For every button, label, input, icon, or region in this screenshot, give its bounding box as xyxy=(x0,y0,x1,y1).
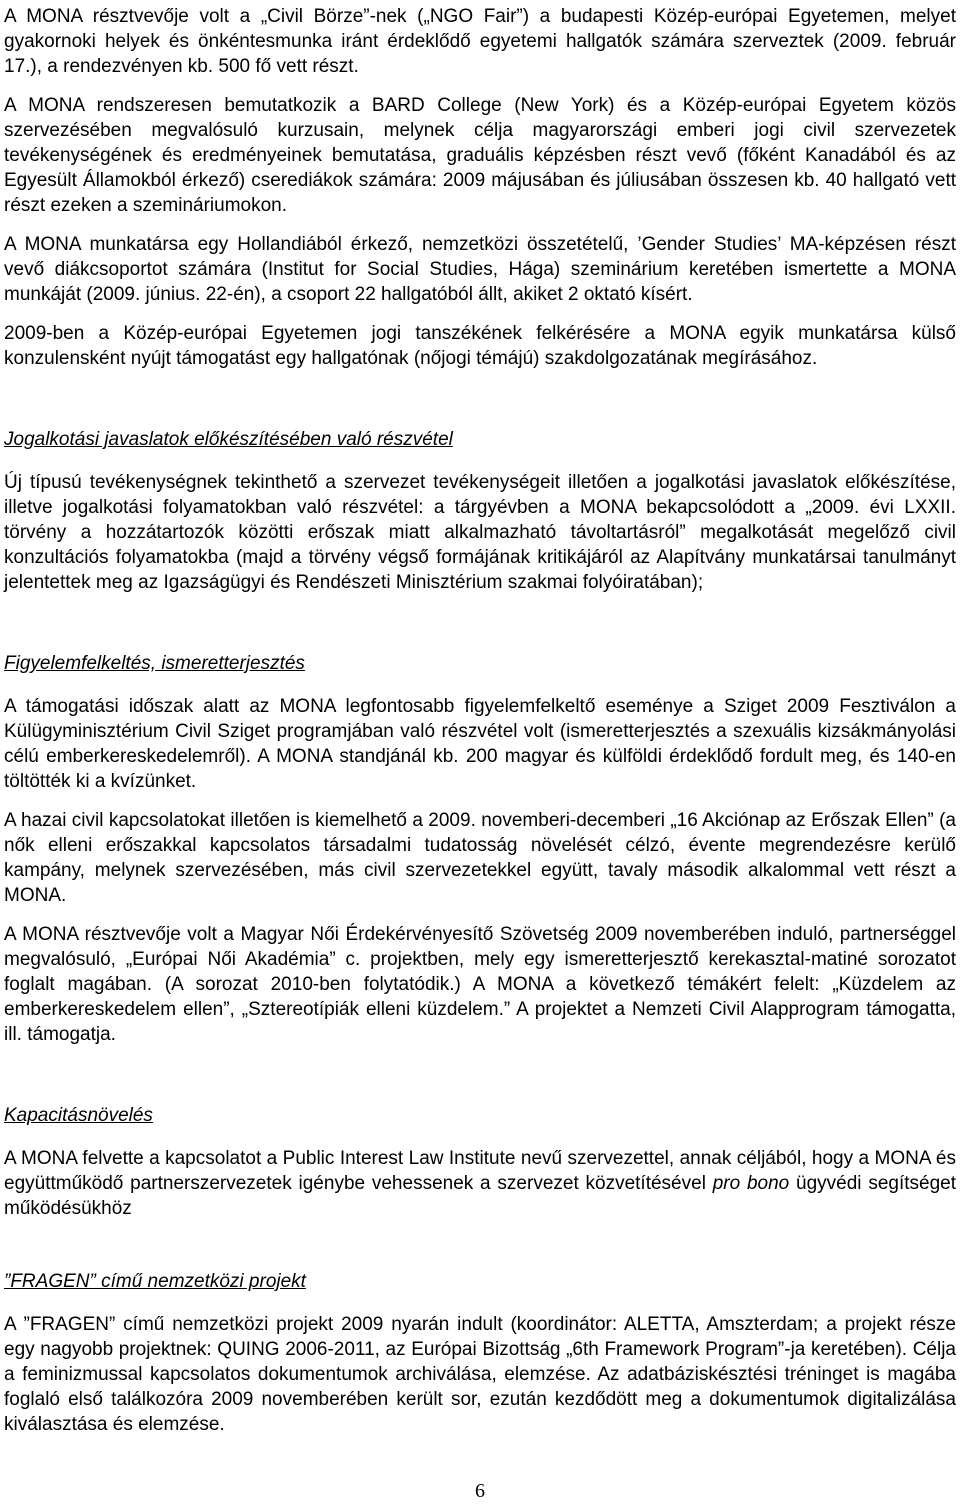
paragraph-pili xyxy=(4,1146,956,1221)
paragraph-sziget: A támogatási időszak alatt az MONA legfontosabb figyelemfelkeltő eseménye a Sziget 2009 Fesztiválon a Külügyminisztérium Civil Sziget programjában való részvétel volt (ismeretterjesztés a szexuális kizsákmányolási célú emberkereskedelemről). A MONA standjánál kb. 200 magyar és külföldi érdeklődő fordult meg, és 140-en töltötték ki a kvízünket. xyxy=(4,696,956,792)
page-number: 6 xyxy=(475,1480,485,1502)
section-heading-legislation: Jogalkotási javaslatok előkészítésében való részvétel xyxy=(4,429,453,450)
paragraph-gender-studies: A MONA munkatársa egy Hollandiából érkező, nemzetközi összetételű, ’Gender Studies’ MA-képzésen részt vevő diákcsoportot számára (Institut for Social Studies, Hága) szeminárium keretében ismertette a MONA munkáját (2009. június. 22-én), a csoport 22 hallgatóból állt, akiket 2 oktató kísért. xyxy=(4,234,956,305)
paragraph-pili-text-1: A MONA felvette a kapcsolatot a Public Interest Law Institute nevű szervezettel, annak céljából, hogy a MONA és együttműködő partnerszervezetek igénybe vehessenek a szervezet közvetítésével xyxy=(4,1148,956,1194)
paragraph-fragen: A ”FRAGEN” című nemzetközi projekt 2009 nyarán indult (koordinátor: ALETTA, Amszterdam; a projekt része egy nagyobb projektnek: QUING 2006-2011, az Európai Bizottság „6th Framework Program”-ja keretében). Célja a feminizmussal kapcsolatos dokumentumok archiválása, elemzése. Az adatbáziskésztési tréninget is magába foglaló első találkozóra 2009 novemberében került sor, ezután kezdődött meg a dokumentumok digitalizálása kiválasztása és elemzése. xyxy=(4,1314,956,1435)
paragraph-bard-college: A MONA rendszeresen bemutatkozik a BARD College (New York) és a Közép-európai Egyetem közös szervezésében megvalósuló kurzusain, melynek célja magyarországi emberi jogi civil szervezetek tevékenységének és eredményeinek bemutatása, graduális képzésben részt vevő (főként Kanadából és az Egyesült Államokból érkező) cserediákok számára: 2009 májusában és júliusában összesen kb. 40 hallgató vett részt ezeken a szemináriumokon. xyxy=(4,95,956,216)
paragraph-16-days: A hazai civil kapcsolatokat illetően is kiemelhető a 2009. novemberi-decemberi „16 Akciónap az Erőszak Ellen” (a nők elleni erőszakkal kapcsolatos társadalmi tudatosság növelését célzó, évente megrendezésre kerülő kampány, melynek szervezésében, más civil szervezetekkel együtt, tavaly második alkalommal vett részt a MONA. xyxy=(4,810,956,906)
paragraph-pili-text-2: ügyvédi segítséget működésükhöz xyxy=(4,1173,956,1219)
section-heading-capacity: Kapacitásnövelés xyxy=(4,1105,153,1126)
section-heading-awareness: Figyelemfelkeltés, ismeretterjesztés xyxy=(4,653,305,674)
paragraph-legislation: Új típusú tevékenységnek tekinthető a szervezet tevékenységeit illetően a jogalkotási javaslatok előkészítése, illetve jogalkotási folyamatokban való részvétel: a tárgyévben a MONA bekapcsolódott a „2009. évi LXXII. törvény a hozzátartozók közötti erőszak miatt alkalmazható távoltartásról” megalkotását megelőző civil konzultációs folyamatokba (majd a törvény végső formájának kritikájáról az Alapítvány munkatársai tanulmányt jelentettek meg az Igazságügyi és Rendészeti Minisztérium szakmai folyóiratában); xyxy=(4,472,956,593)
pro-bono-text: pro bono xyxy=(712,1173,790,1194)
paragraph-womens-academy: A MONA résztvevője volt a Magyar Női Érdekérvényesítő Szövetség 2009 novemberében induló, partnerséggel megvalósuló, „Európai Női Akadémia” c. projektben, mely egy ismeretterjesztő kerekasztal-matiné sorozatot foglalt magában. (A sorozat 2010-ben folytatódik.) A MONA a következő témákért felelt: „Küzdelem az emberkereskedelem ellen”, „Sztereotípiák elleni küzdelem.” A projektet a Nemzeti Civil Alapprogram támogatta, ill. támogatja. xyxy=(4,924,956,1045)
paragraph-civil-borze: A MONA résztvevője volt a „Civil Börze”-nek („NGO Fair”) a budapesti Közép-európai Egyetemen, melyet gyakornoki helyek és önkéntesmunka iránt érdeklődő egyetemi hallgatók számára szerveztek (2009. február 17.), a rendezvényen kb. 500 fő vett részt. xyxy=(4,6,956,77)
section-heading-fragen: ”FRAGEN” című nemzetközi projekt xyxy=(4,1271,306,1292)
paragraph-ceu-consulting: 2009-ben a Közép-európai Egyetemen jogi tanszékének felkérésére a MONA egyik munkatársa külső konzulensként nyújt támogatást egy hallgatónak (nőjogi témájú) szakdolgozatának megírásához. xyxy=(4,323,956,369)
